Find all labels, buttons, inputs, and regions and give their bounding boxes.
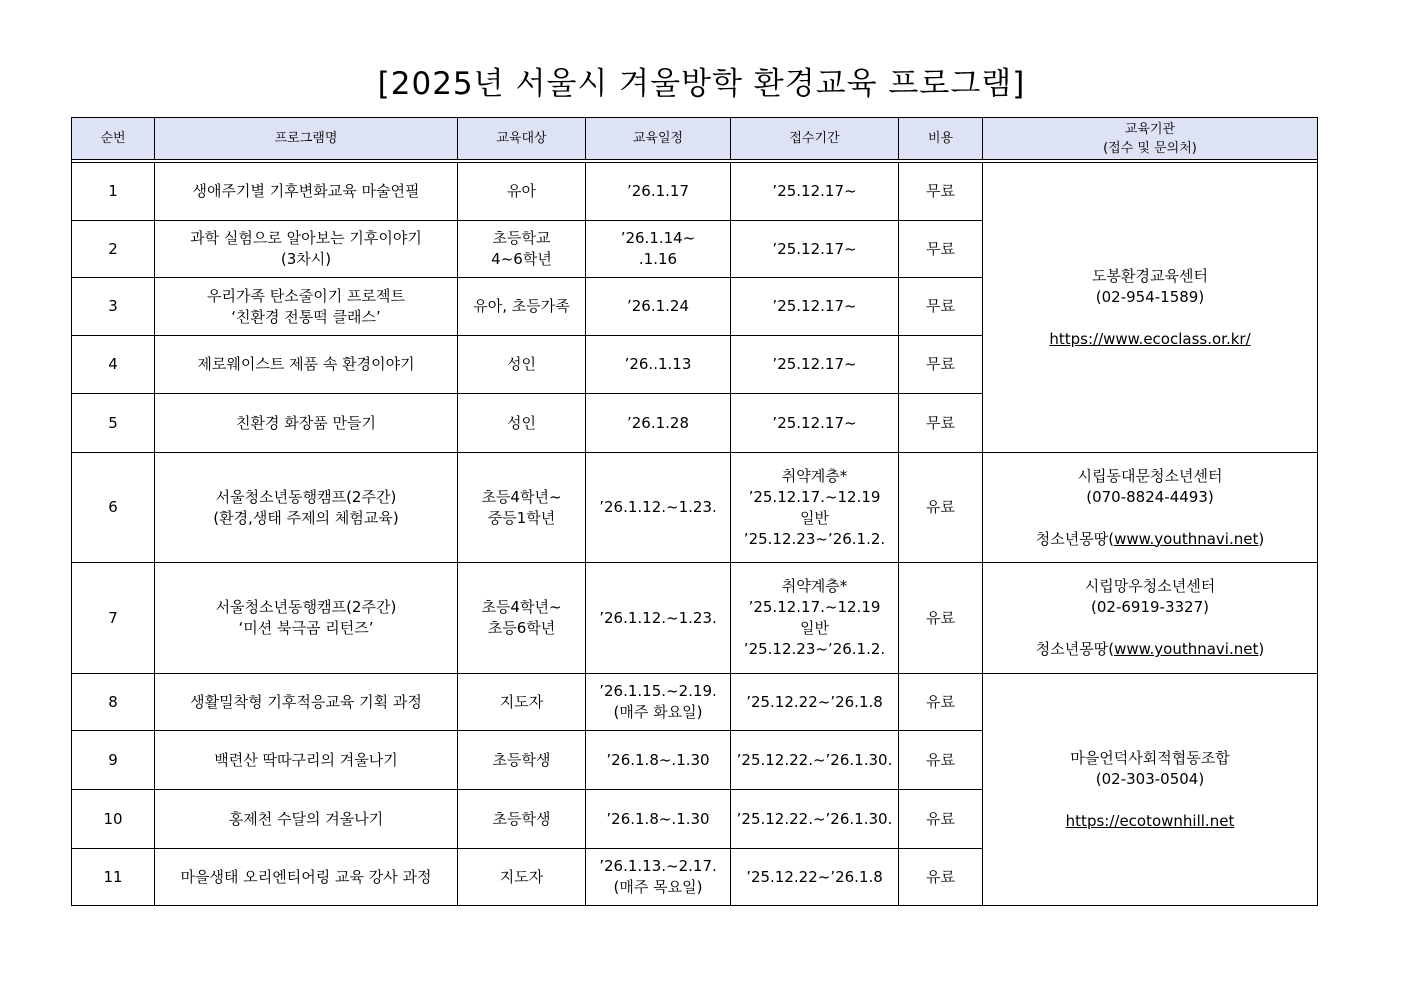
- row-apply: ’25.12.22~’26.1.8: [731, 674, 899, 731]
- row-name: 마을생태 오리엔티어링 교육 강사 과정: [155, 849, 458, 906]
- org-cell: [983, 453, 1318, 563]
- row-schedule: ’26.1.17: [586, 163, 731, 221]
- org-cell: [983, 563, 1318, 674]
- row-schedule: ’26.1.13.~2.17. (매주 목요일): [586, 849, 731, 906]
- row-name: 서울청소년동행캠프(2주간) ‘미션 북극곰 리턴즈’: [155, 563, 458, 674]
- row-no: 5: [72, 394, 155, 453]
- row-target: 성인: [458, 394, 586, 453]
- row-name: 생활밀착형 기후적응교육 기획 과정: [155, 674, 458, 731]
- row-target: 초등학생: [458, 731, 586, 790]
- header-name: 프로그램명: [155, 118, 458, 160]
- row-no: 2: [72, 221, 155, 278]
- org-link-prefix: 청소년몽땅(: [1035, 529, 1115, 548]
- row-apply: ’25.12.17~: [731, 336, 899, 394]
- org-phone: (070-8824-4493): [1086, 487, 1214, 506]
- row-name: 생애주기별 기후변화교육 마술연필: [155, 163, 458, 221]
- row-name: 우리가족 탄소줄이기 프로젝트 ‘친환경 전통떡 클래스’: [155, 278, 458, 336]
- row-no: 7: [72, 563, 155, 674]
- row-target: 성인: [458, 336, 586, 394]
- row-no: 9: [72, 731, 155, 790]
- page-title: [2025년 서울시 겨울방학 환경교육 프로그램]: [377, 66, 1026, 102]
- table-row: [72, 674, 1318, 731]
- org-cell: [983, 674, 1318, 906]
- row-apply: 취약계층* ’25.12.17.~12.19 일반 ’25.12.23~’26.1.2.: [731, 453, 899, 563]
- org-link-prefix: 청소년몽땅(: [1035, 640, 1115, 658]
- header-no: 순번: [72, 118, 155, 160]
- row-apply: ’25.12.22.~’26.1.30.: [731, 790, 899, 849]
- org-link[interactable]: www.youthnavi.net: [1114, 640, 1259, 658]
- row-fee: 유료: [899, 453, 983, 563]
- row-target: 초등4학년~ 초등6학년: [458, 563, 586, 674]
- header-apply: 접수기간: [731, 118, 899, 160]
- row-fee: 유료: [899, 849, 983, 906]
- row-target: 초등4학년~ 중등1학년: [458, 453, 586, 563]
- row-fee: 유료: [899, 790, 983, 849]
- row-name: 백련산 딱따구리의 겨울나기: [155, 731, 458, 790]
- org-phone: (02-303-0504): [1095, 769, 1205, 788]
- row-name: 제로웨이스트 제품 속 환경이야기: [155, 336, 458, 394]
- program-table: [71, 117, 1318, 906]
- header-fee: 비용: [899, 118, 983, 160]
- org-name: 도봉환경교육센터: [1092, 266, 1208, 285]
- row-target: 유아, 초등가족: [458, 278, 586, 336]
- row-schedule: ’26.1.24: [586, 278, 731, 336]
- org-phone: (02-954-1589): [1095, 287, 1205, 306]
- row-fee: 유료: [899, 731, 983, 790]
- row-target: 지도자: [458, 674, 586, 731]
- row-name: 홍제천 수달의 겨울나기: [155, 790, 458, 849]
- row-schedule: ’26.1.15.~2.19. (매주 화요일): [586, 674, 731, 731]
- row-apply: ’25.12.17~: [731, 278, 899, 336]
- table-row: [72, 563, 1318, 674]
- row-apply: ’25.12.22~’26.1.8: [731, 849, 899, 906]
- row-schedule: ’26..1.13: [586, 336, 731, 394]
- row-schedule: ’26.1.12.~1.23.: [586, 563, 731, 674]
- row-apply: ’25.12.17~: [731, 221, 899, 278]
- org-cell: [983, 163, 1318, 453]
- row-target: 초등학생: [458, 790, 586, 849]
- row-apply: ’25.12.22.~’26.1.30.: [731, 731, 899, 790]
- header-org-line1: 교육기관: [1124, 121, 1176, 137]
- header-target: 교육대상: [458, 118, 586, 160]
- row-fee: 유료: [899, 563, 983, 674]
- org-link[interactable]: www.youthnavi.net: [1114, 529, 1259, 548]
- row-fee: 무료: [899, 221, 983, 278]
- table-row: [72, 453, 1318, 563]
- row-no: 3: [72, 278, 155, 336]
- org-name: 마을언덕사회적협동조합: [1070, 748, 1230, 767]
- row-apply: ’25.12.17~: [731, 163, 899, 221]
- row-schedule: ’26.1.8~.1.30: [586, 790, 731, 849]
- row-schedule: ’26.1.14~ .1.16: [586, 221, 731, 278]
- table-header-row: [72, 118, 1318, 160]
- org-link[interactable]: https://www.ecoclass.or.kr/: [1049, 329, 1251, 348]
- org-phone: (02-6919-3327): [1091, 598, 1209, 616]
- table-row: [72, 163, 1318, 221]
- org-link-suffix: ): [1258, 640, 1265, 658]
- org-name: 시립망우청소년센터: [1084, 577, 1216, 595]
- row-name: 과학 실험으로 알아보는 기후이야기 (3차시): [155, 221, 458, 278]
- row-target: 유아: [458, 163, 586, 221]
- header-org-line2: (접수 및 문의처): [1103, 140, 1197, 156]
- row-name: 서울청소년동행캠프(2주간) (환경,생태 주제의 체험교육): [155, 453, 458, 563]
- row-name: 친환경 화장품 만들기: [155, 394, 458, 453]
- row-fee: 무료: [899, 336, 983, 394]
- org-link[interactable]: https://ecotownhill.net: [1065, 811, 1235, 830]
- row-target: 초등학교 4~6학년: [458, 221, 586, 278]
- row-fee: 무료: [899, 394, 983, 453]
- row-schedule: ’26.1.28: [586, 394, 731, 453]
- row-schedule: ’26.1.12.~1.23.: [586, 453, 731, 563]
- row-schedule: ’26.1.8~.1.30: [586, 731, 731, 790]
- row-apply: 취약계층* ’25.12.17.~12.19 일반 ’25.12.23~’26.1.2.: [731, 563, 899, 674]
- header-schedule: 교육일정: [586, 118, 731, 160]
- row-no: 11: [72, 849, 155, 906]
- row-no: 4: [72, 336, 155, 394]
- row-no: 10: [72, 790, 155, 849]
- row-no: 1: [72, 163, 155, 221]
- row-fee: 유료: [899, 674, 983, 731]
- row-no: 8: [72, 674, 155, 731]
- row-fee: 무료: [899, 163, 983, 221]
- row-apply: ’25.12.17~: [731, 394, 899, 453]
- row-fee: 무료: [899, 278, 983, 336]
- header-org: [983, 118, 1318, 160]
- row-target: 지도자: [458, 849, 586, 906]
- org-name: 시립동대문청소년센터: [1077, 466, 1223, 485]
- row-no: 6: [72, 453, 155, 563]
- org-link-suffix: ): [1258, 529, 1265, 548]
